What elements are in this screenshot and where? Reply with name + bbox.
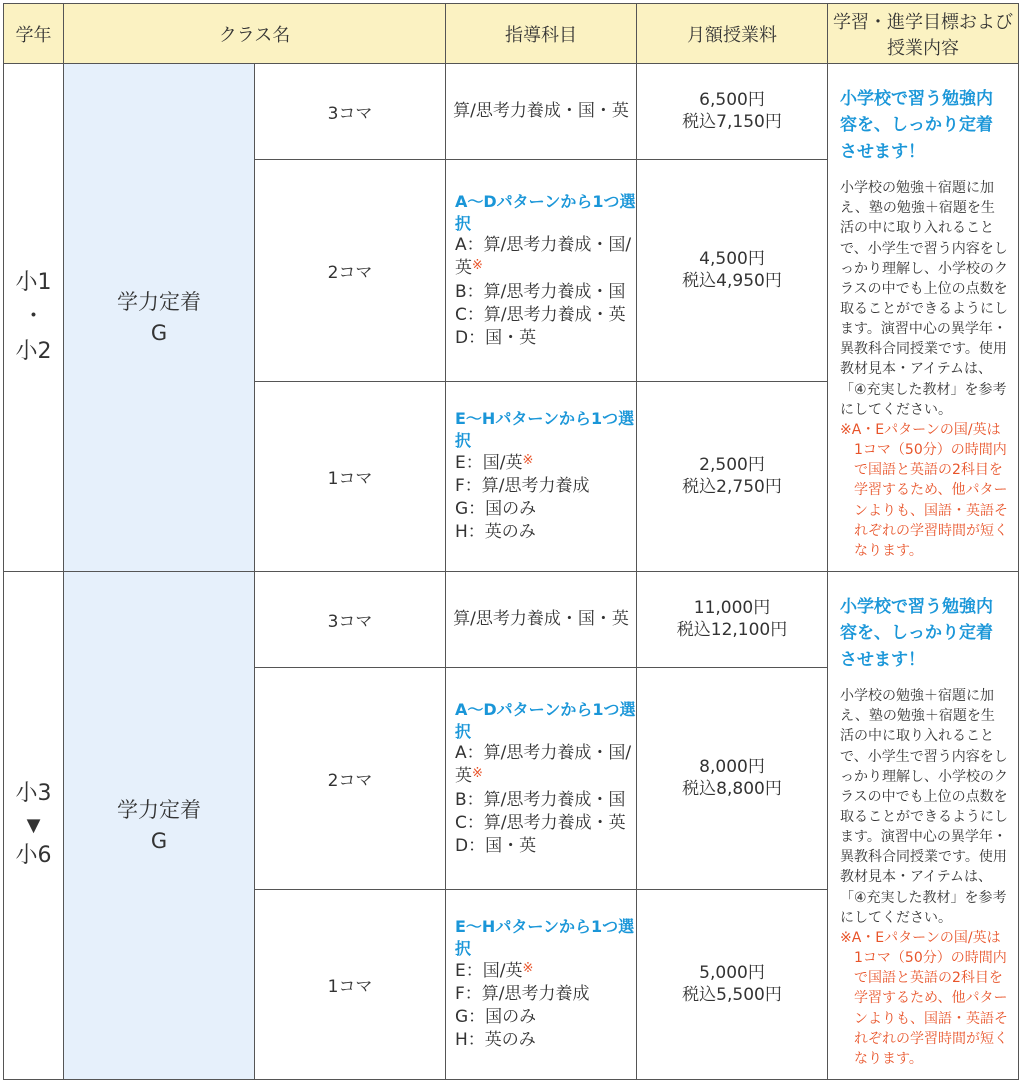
price-cell xyxy=(637,572,828,668)
description-body: 小学校の勉強＋宿題に加え、塾の勉強＋宿題を生活の中に取り入れることで、小学生で習う内容をしっかり理解し、小学校のクラスの中でも上位の点数を取ることができるようにします。演習中心の異学年・異教科合同授業です。使用教材見本・アイテムは、「④充実した教材」を参考にしてください。 xyxy=(840,688,1008,926)
price: 8,000円 xyxy=(699,756,765,777)
subject-cell xyxy=(446,667,637,889)
description-body: 小学校の勉強＋宿題に加え、塾の勉強＋宿題を生活の中に取り入れることで、小学生で習う内容をしっかり理解し、小学校のクラスの中でも上位の点数を取ることができるようにします。演習中心の異学年・異教科合同授業です。使用教材見本・アイテムは、「④充実した教材」を参考にしてください。 xyxy=(840,180,1008,418)
koma-cell: 1コマ xyxy=(255,381,446,571)
price: 2,500円 xyxy=(699,455,765,476)
description-note: ※A・Eパターンの国/英は1コマ（50分）の時間内で国語と英語の2科目を学習するため、他パターンよりも、国語・英語それぞれの学習時間が短くなります。 xyxy=(840,421,1008,559)
pattern-heading: E～Hパターンから1つ選択 xyxy=(455,917,635,959)
class-cell xyxy=(64,64,255,572)
pattern-line: F：算/思考力養成 xyxy=(455,984,590,1005)
header-fee: 月額授業料 xyxy=(637,4,828,64)
grade-cell xyxy=(4,572,64,1080)
table-row xyxy=(4,572,1019,668)
note-mark: ※ xyxy=(522,452,534,468)
note-mark: ※ xyxy=(472,766,483,782)
note-mark: ※ xyxy=(522,960,534,976)
price-tax: 税込12,100円 xyxy=(676,620,788,641)
header-row xyxy=(4,4,1019,64)
price-tax: 税込7,150円 xyxy=(682,112,782,133)
subject-cell xyxy=(446,159,637,381)
pattern-heading: E～Hパターンから1つ選択 xyxy=(455,409,635,451)
koma-cell: 3コマ xyxy=(255,64,446,160)
price-tax: 税込5,500円 xyxy=(682,985,782,1006)
price: 11,000円 xyxy=(693,597,771,618)
pattern-line: E：国/英※ xyxy=(455,452,534,473)
pattern-line: H：英のみ xyxy=(455,1030,536,1051)
price-cell xyxy=(637,159,828,381)
pattern-line: A：算/思考力養成・国/英※ xyxy=(455,235,632,279)
subject-cell: 算/思考力養成・国・英 xyxy=(446,572,637,668)
price-tax: 税込8,800円 xyxy=(682,779,782,800)
pattern-line: G：国のみ xyxy=(455,499,537,520)
pattern-line: H：英のみ xyxy=(455,522,536,543)
header-class-name: クラス名 xyxy=(64,4,446,64)
header-grade: 学年 xyxy=(4,4,64,64)
price: 4,500円 xyxy=(699,248,765,269)
class-name-line2: G xyxy=(150,320,168,345)
price-cell xyxy=(637,64,828,160)
pattern-heading: A～Dパターンから1つ選択 xyxy=(455,699,636,741)
grade-top: 小3 xyxy=(15,781,52,807)
header-subjects: 指導科目 xyxy=(446,4,637,64)
pattern-line: C：算/思考力養成・英 xyxy=(455,304,626,325)
grade-arrow-icon: ▼ xyxy=(26,814,41,836)
class-name-line2: G xyxy=(150,828,168,853)
price: 6,500円 xyxy=(699,89,765,110)
description-cell xyxy=(828,572,1019,1080)
class-name-line1: 学力定着 xyxy=(117,798,201,823)
pattern-line: B：算/思考力養成・国 xyxy=(455,789,626,810)
note-mark: ※ xyxy=(472,258,483,274)
price-tax: 税込2,750円 xyxy=(682,477,782,498)
pattern-heading: A～Dパターンから1つ選択 xyxy=(455,191,636,233)
koma-cell: 3コマ xyxy=(255,572,446,668)
price-cell xyxy=(637,667,828,889)
description-cell xyxy=(828,64,1019,572)
subject-cell: 算/思考力養成・国・英 xyxy=(446,64,637,160)
class-cell xyxy=(64,572,255,1080)
table-row xyxy=(4,64,1019,160)
pattern-line: D：国・英 xyxy=(455,835,537,856)
pattern-line: A：算/思考力養成・国/英※ xyxy=(455,743,632,787)
pattern-line: B：算/思考力養成・国 xyxy=(455,281,626,302)
subject-cell xyxy=(446,889,637,1079)
price-cell xyxy=(637,381,828,571)
grade-cell xyxy=(4,64,64,572)
grade-sep: ・ xyxy=(22,304,45,330)
grade-bottom: 小2 xyxy=(15,338,52,364)
koma-cell: 2コマ xyxy=(255,667,446,889)
koma-cell: 2コマ xyxy=(255,159,446,381)
description-title: 小学校で習う勉強内容を、しっかり定着させます！ xyxy=(840,597,993,670)
pattern-line: G：国のみ xyxy=(455,1007,537,1028)
description-note: ※A・Eパターンの国/英は1コマ（50分）の時間内で国語と英語の2科目を学習するため、他パターンよりも、国語・英語それぞれの学習時間が短くなります。 xyxy=(840,929,1008,1067)
subject-cell xyxy=(446,381,637,571)
price: 5,000円 xyxy=(699,963,765,984)
tuition-table xyxy=(3,3,1019,1080)
pattern-line: C：算/思考力養成・英 xyxy=(455,812,626,833)
price-cell xyxy=(637,889,828,1079)
description-title: 小学校で習う勉強内容を、しっかり定着させます！ xyxy=(840,89,993,162)
koma-cell: 1コマ xyxy=(255,889,446,1079)
class-name-line1: 学力定着 xyxy=(117,290,201,315)
pattern-line: F：算/思考力養成 xyxy=(455,476,590,497)
header-goals: 学習・進学目標および授業内容 xyxy=(828,4,1019,64)
price-tax: 税込4,950円 xyxy=(682,271,782,292)
grade-bottom: 小6 xyxy=(15,843,52,869)
pattern-line: D：国・英 xyxy=(455,327,537,348)
pattern-line: E：国/英※ xyxy=(455,960,534,981)
grade-top: 小1 xyxy=(15,270,52,296)
